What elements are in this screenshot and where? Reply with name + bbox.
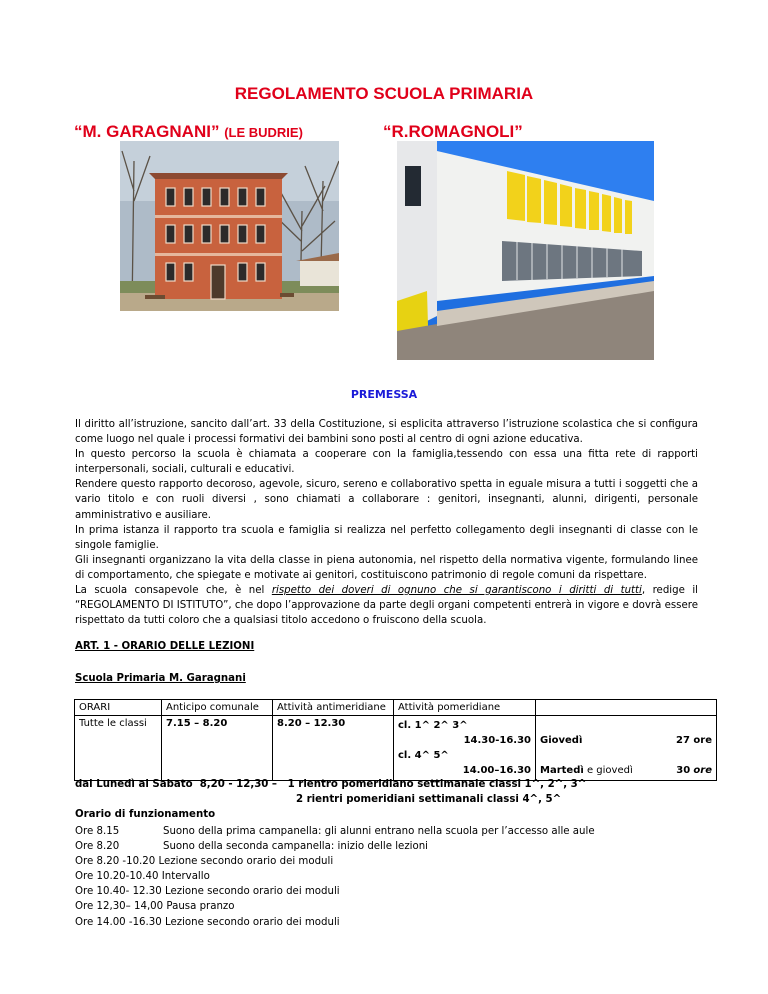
school-left-place: (LE BUDRIE) [224,125,303,140]
time-desc: Suono della seconda campanella: inizio delle lezioni [163,841,429,853]
time-label: Ore 10.40- 12.30 [75,886,162,898]
premessa-paragraph-last [75,583,698,628]
premessa-paragraph: In prima istanza il rapporto tra scuola e famiglia si realizza nel perfetto collegamento degli insegnanti di classe con le singole famiglie. [75,524,698,551]
premessa-paragraph: In questo percorso la scuola è chiamata a cooperare con la famiglia,tessendo con essa una fitta rete di rapporti interpersonali, sociali, culturali e educativi. [75,449,698,476]
school-right-heading: “R.ROMAGNOLI” [383,122,523,141]
table-header-row [75,700,717,716]
summary-line-1: dal Lunedì al Sabato 8,20 - 12,30 – 1 rientro pomeridiano settimanale classi 1^, 2^, 3^ [75,779,587,790]
premessa-last-underlined: rispetto dei doveri di ognuno che si garantiscono i diritti di tutti [271,585,642,597]
time-desc: Intervallo [161,871,210,883]
time-label: Ore 14.00 -16.30 [75,916,162,928]
days-row-1 [540,733,712,748]
school-left-name: “M. GARAGNANI” [74,122,220,141]
hours-1: 27 ore [676,735,712,746]
pom-2-time: 14.00–16.30 [462,765,531,776]
table-row [75,716,717,781]
pom-1-time: 14.30-16.30 [463,735,531,746]
list-item [75,915,595,930]
premessa-last-after: , redige il “REGOLAMENTO DI ISTITUTO”, che dopo l’approvazione da parte degli organi competenti entrerà in vigore e dovrà essere rispettato da tutti coloro che a qualsiasi titolo accedono o fruiscono della scuola. [75,585,699,627]
days-1: Giovedì [540,735,583,746]
pom-2-classes: cl. 4^ 5^ [398,750,449,761]
table-header-cell: Anticipo comunale [162,700,273,716]
premessa-text [75,417,698,628]
hours-2-unit: ore [693,765,712,776]
hours-2 [676,763,712,778]
days-2-rest: e giovedì [583,765,633,776]
art1-heading: ART. 1 - ORARIO DELLE LEZIONI [75,641,255,652]
days-2 [540,763,633,778]
list-item [75,884,595,899]
time-desc: Lezione secondo orario dei moduli [164,886,340,898]
document-title: REGOLAMENTO SCUOLA PRIMARIA [234,84,534,103]
time-label: Ore 8.15 [75,826,120,837]
table-header-cell: ORARI [75,700,162,716]
list-item [75,899,595,914]
days-row-2 [540,763,712,778]
table-header-cell [536,700,717,716]
list-item [75,839,595,854]
time-label: Ore 8.20 -10.20 [75,856,156,868]
premessa-paragraph: Rendere questo rapporto decoroso, agevole, sicuro, sereno e collaborativo spetta in eguale misura a tutti i soggetti che a vario titolo e con ruoli diversi , sono chiamati a collaborare : genitori, insegnanti, alunni, dirigenti, personale amministrativo e ausiliare. [75,479,698,521]
table-cell-antimeridiane: 8.20 – 12.30 [273,716,394,781]
funzionamento-list [75,824,595,930]
table-header-cell: Attività pomeridiane [394,700,536,716]
funzionamento-heading: Orario di funzionamento [75,809,216,820]
premessa-last-before: La scuola consapevole che, è nel [75,585,272,597]
time-desc: Suono della prima campanella: gli alunni entrano nella scuola per l’accesso alle aule [163,826,595,837]
schedule-table [74,699,717,781]
time-label: Ore 8.20 [75,841,120,853]
days-2-bold: Martedì [540,765,584,776]
pom-1-classes: cl. 1^ 2^ 3^ [398,720,468,731]
list-item [75,824,595,839]
premessa-heading: PREMESSA [350,388,418,401]
premessa-paragraph: Il diritto all’istruzione, sancito dall’art. 33 della Costituzione, si esplicita attraverso l’istruzione scolastica che si configura come luogo nel quale i processi formativi dei bambini sono posti al centro di ogni azione educativa. [75,419,698,446]
time-desc: Pausa pranzo [166,901,235,913]
table-cell-days [536,716,717,781]
time-label: Ore 12,30– 14,00 [75,901,164,913]
table-cell-label: Tutte le classi [75,716,162,781]
premessa-paragraph: Gli insegnanti organizzano la vita della classe in piena autonomia, nel rispetto della normativa vigente, formulando linee di comportamento, che spiegate e motivate ai genitori, costituiscono patrimonio di regole comuni da rispettare. [75,554,698,581]
time-label: Ore 10.20-10.40 [75,871,159,883]
list-item [75,869,595,884]
school-subheading: Scuola Primaria M. Garagnani [75,673,246,684]
romagnoli-school-photo [397,141,654,360]
list-item [75,854,595,869]
time-desc: Lezione secondo orario dei moduli [164,916,340,928]
table-cell-anticipo: 7.15 – 8.20 [162,716,273,781]
time-desc: Lezione secondo orario dei moduli [158,856,334,868]
table-cell-pomeridiane [394,716,536,781]
table-header-cell: Attività antimeridiane [273,700,394,716]
summary-line-2: 2 rientri pomeridiani settimanali classi 4^, 5^ [296,794,562,805]
school-left-heading [74,122,303,142]
garagnani-school-photo [120,141,339,311]
hours-2-num: 30 [676,765,691,776]
